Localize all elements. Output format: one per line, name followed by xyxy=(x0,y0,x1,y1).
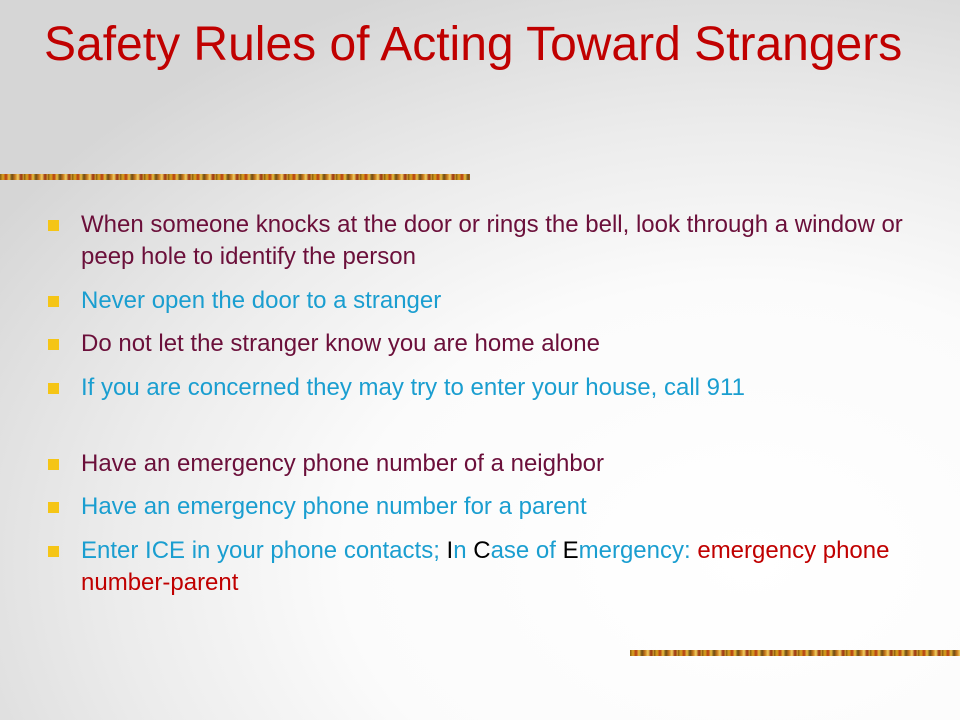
bullet-text xyxy=(81,535,908,599)
bullet-text: Have an emergency phone number of a neighbor xyxy=(81,450,605,477)
ice-word-emergency-rest: mergency: xyxy=(578,537,698,564)
bullet-marker-icon xyxy=(48,459,59,470)
bullet-item xyxy=(48,535,908,599)
slide-title: Safety Rules of Acting Toward Strangers xyxy=(44,18,903,71)
ice-emergency-number-text: emergency phone number-parent xyxy=(81,537,890,596)
bullet-item xyxy=(48,328,908,360)
ice-intro-text: Enter ICE in your phone contacts; xyxy=(81,537,447,564)
bullet-text: Never open the door to a stranger xyxy=(81,287,442,314)
ice-word-case-rest: ase of xyxy=(490,537,563,564)
bullet-marker-icon xyxy=(48,220,59,231)
ice-word-in-rest: n xyxy=(453,537,474,564)
bullet-marker-icon xyxy=(48,383,59,394)
bullet-item xyxy=(48,285,908,317)
bullet-text: Have an emergency phone number for a parent xyxy=(81,493,587,520)
bullet-marker-icon xyxy=(48,339,59,350)
bullet-item xyxy=(48,372,908,404)
ice-letter-e: E xyxy=(562,537,579,564)
bullet-item xyxy=(48,448,908,480)
bullet-text: When someone knocks at the door or rings the bell, look through a window or peep hole to identify the person xyxy=(81,211,903,270)
ice-letter-i: I xyxy=(446,537,454,564)
bullet-item xyxy=(48,209,908,273)
bullet-text: If you are concerned they may try to enter your house, call 911 xyxy=(81,374,745,401)
ice-letter-c: C xyxy=(473,537,491,564)
bullet-marker-icon xyxy=(48,502,59,513)
bullet-text: Do not let the stranger know you are home alone xyxy=(81,330,600,357)
bullet-item xyxy=(48,491,908,523)
footer-divider xyxy=(630,650,960,656)
bullet-marker-icon xyxy=(48,546,59,557)
bullet-marker-icon xyxy=(48,296,59,307)
